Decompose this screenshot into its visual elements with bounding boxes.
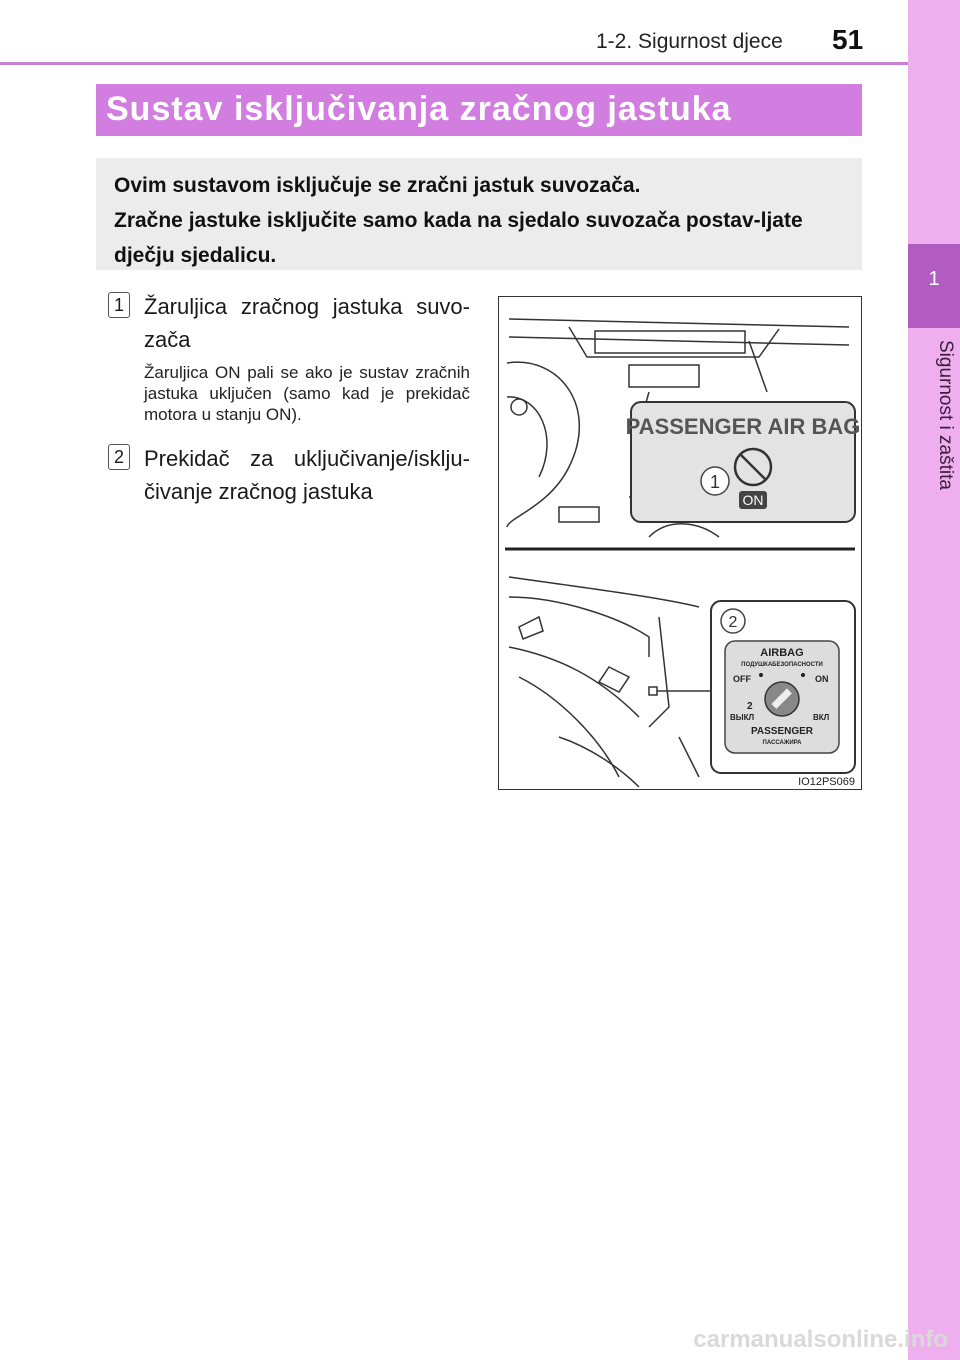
intro-box [96,158,862,270]
on-badge-label: ON [742,492,764,508]
passenger-air-bag-label: PASSENGER AIR BAG [625,414,861,439]
chapter-side-tab [908,0,960,1360]
callout-2-number: 2 [728,614,738,631]
figure-code: IO12PS069 [798,776,855,788]
off-dot [759,673,763,677]
airbag-illustration-svg [499,297,861,789]
switch-title-ru: ПОДУШКАБЕЗОПАСНОСТИ [741,662,823,668]
chapter-number: 1 [928,268,940,290]
switch-on-label: ON [815,674,829,684]
callout-1-number: 1 [709,472,721,492]
switch-off-label: OFF [733,674,751,684]
section-title: Sustav isključivanja zračnog jastuka [96,84,862,136]
header-rule [0,62,908,65]
switch-on-ru: ВКЛ [813,713,830,722]
on-dot [801,673,805,677]
item-text: Prekidač za uključivanje/isklju-čivanje zračnog jastuka [144,446,470,504]
watermark: carmanualsonline.info [693,1326,948,1353]
chapter-title: Sigurnost i zaštita [935,340,956,490]
airbag-illustration [498,296,862,790]
item-description: Žaruljica ON pali se ako je sustav zračnih jastuka uključen (samo kad je prekidač motora u stanju ON). [144,363,470,424]
header-section: 1-2. Sigurnost djece [596,30,783,53]
intro-line-1: Ovim sustavom isključuje se zračni jastuk suvozača. [114,174,641,197]
dashboard-lower-drawing [509,577,713,787]
item-number: 2 [108,444,130,470]
switch-marker: 2 [747,701,753,712]
item-number: 1 [108,292,130,318]
switch-off-ru: ВЫКЛ [730,713,755,722]
switch-passenger-ru: ПАССАЖИРА [762,740,802,746]
item-text: Žaruljica zračnog jastuka suvo-zača [144,294,470,352]
switch-passenger: PASSENGER [750,726,814,737]
switch-title: AIRBAG [760,647,804,659]
page-number: 51 [832,24,864,55]
intro-line-2: Zračne jastuke isključite samo kada na sjedalo suvozača postav-ljate dječju sjedalicu. [114,209,803,267]
